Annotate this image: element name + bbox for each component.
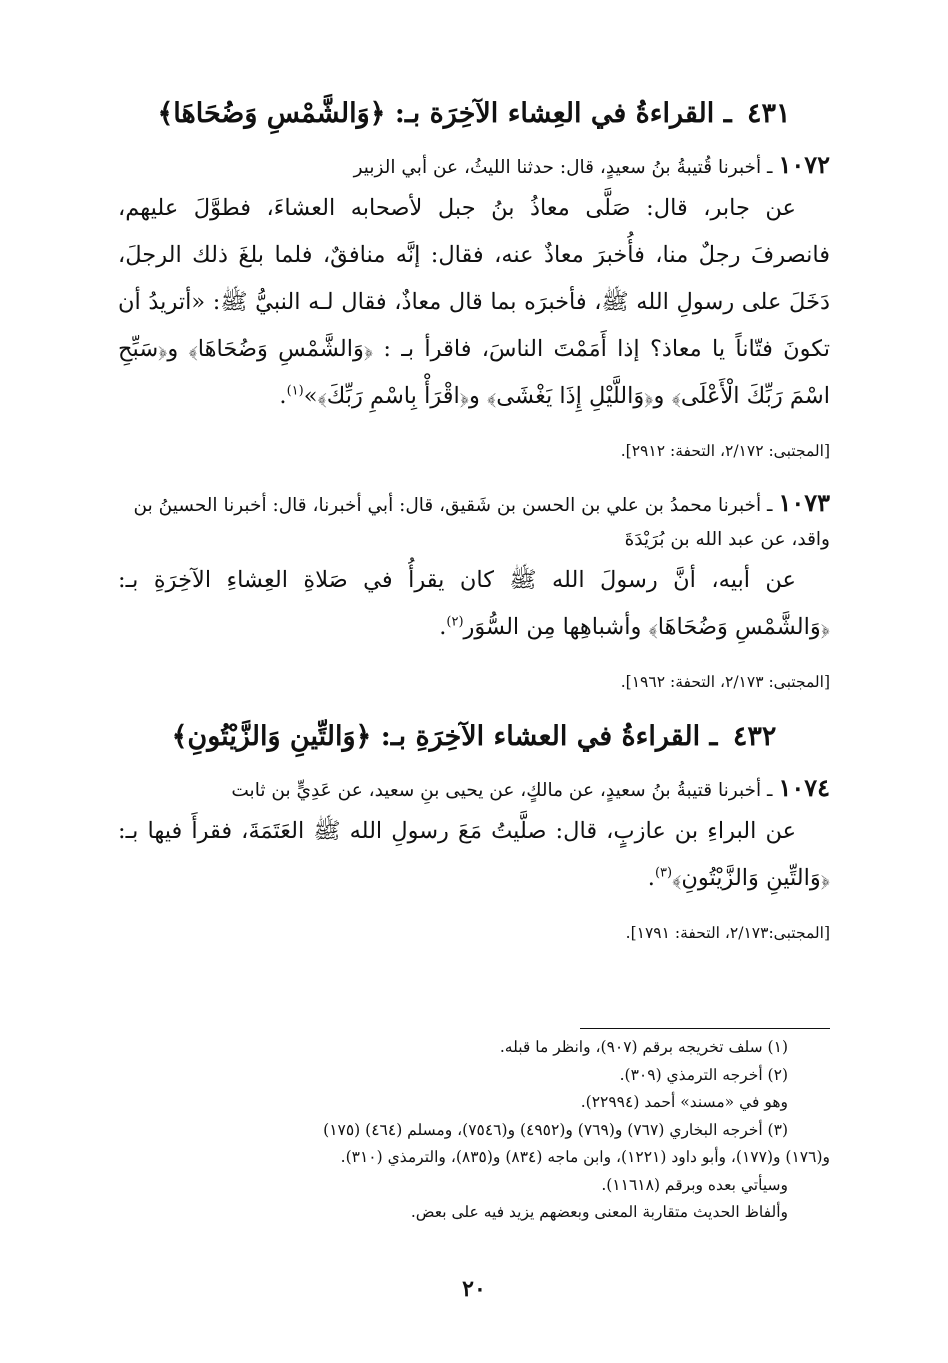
- footnote-divider: [580, 1028, 830, 1029]
- footnote-3-cont-3: وألفاظ الحديث متقاربة المعنى وبعضهم يزيد فيه على بعض.: [410, 1203, 788, 1221]
- matn-line: فانصرفَ رجلٌ منا، فأُخبرَ معاذٌ عنه، فقال: إنَّه منافقٌ، فلما بلغَ ذلك الرجلَ، دَخَلَ: [118, 242, 830, 315]
- sentence-end: .: [647, 865, 655, 891]
- isnad-text: ـ أخبرنا قُتيبةُ بنُ سعيدٍ، قال: حدثنا الليثُ، عن أبي الزبير: [353, 157, 773, 178]
- matn-line: عن جابر، قال: صَلَّى معاذُ بنُ جبل لأصحابه العشاءَ، فطوَّلَ عليهم،: [118, 195, 796, 221]
- hadith-isnad-1072: [118, 148, 830, 185]
- footnote-1: (١) سلف تخريجه برقم (٩٠٧)، وانظر ما قبله.: [499, 1038, 788, 1056]
- footnote-3: (٣) أخرجه البخاري (٧٦٧) و(٧٦٩) و(٤٩٥٢) و(٧٥٤٦)، ومسلم (٤٦٤) (١٧٥): [323, 1120, 788, 1139]
- section-number: ٤٣١: [747, 98, 791, 129]
- matn-line: ﴿وَالشَّمْسِ وَضُحَاهَا﴾ وأشباهِها مِن السُّوَر: [463, 614, 830, 640]
- page-number: ٢٠: [462, 1276, 486, 1302]
- footnote-marker[interactable]: (١): [286, 383, 304, 399]
- isnad-text: عَدِيٍّ بن ثابت: [231, 780, 332, 801]
- isnad-text: الحسينُ بن واقد، عن عبد الله بن بُرَيْدَةَ: [133, 495, 830, 550]
- sentence-end: .: [439, 614, 447, 640]
- hadith-matn-1072: [118, 185, 830, 420]
- sentence-end: .: [279, 383, 287, 409]
- hadith-number: ١٠٧٣: [778, 488, 830, 517]
- isnad-text: ـ أخبرنا قتيبةُ بنُ سعيدٍ، عن مالكٍ، عن يحيى بنِ سعيد، عن: [337, 780, 773, 801]
- hadith-matn-1073: [118, 557, 830, 651]
- footnote-2: (٢) أخرجه الترمذي (٣٠٩).: [619, 1065, 788, 1084]
- matn-line: عن البراءِ بن عازبٍ، قال: صلَّيتُ مَعَ رسولِ الله ﷺ العَتَمَةَ، فقرأَ: [191, 818, 796, 844]
- section-title: ـ القراءةُ في العِشاء الآخِرَة بـ: ﴿وَالشَّمْسِ وَضُحَاهَا﴾: [157, 98, 732, 129]
- matn-line: عن أبيه، أنَّ رسولَ الله ﷺ كان يقرأُ في صَلاةِ العِشاءِ الآخِرَةِ بـ:: [118, 567, 796, 593]
- footnote-marker[interactable]: (٣): [654, 865, 673, 881]
- matn-line: و﴿وَاللَّيْلِ إِذَا يَغْشَى﴾ و﴿اقْرَأْ بِاسْمِ رَبِّكَ﴾»: [303, 383, 665, 409]
- hadith-matn-1074: [118, 808, 830, 902]
- section-number: ٤٣٢: [732, 721, 777, 752]
- footnote-marker[interactable]: (٢): [446, 614, 464, 630]
- hadith-reference-1072: [المجتبى: ٢/١٧٢، التحفة: ٢٩١٢].: [620, 442, 830, 460]
- matn-line: على رسولِ الله ﷺ، فأخبرَه بما قال معاذٌ، فقال لـه النبيُّ ﷺ: «أتريدُ أن تكونَ: [118, 289, 830, 362]
- hadith-isnad-1074: [118, 771, 830, 808]
- hadith-reference-1074: [المجتبى:٢/١٧٣، التحفة: ١٧٩١].: [625, 924, 830, 942]
- hadith-number: ١٠٧٢: [778, 150, 830, 179]
- hadith-reference-1073: [المجتبى: ٢/١٧٣، التحفة: ١٩٦٢].: [620, 673, 830, 691]
- footnote-3-cont: و(١٧٦) و(١٧٧)، وأبو داود (١٢٢١)، وابن ماجه (٨٣٤) و(٨٣٥)، والترمذي (٣١٠).: [340, 1148, 830, 1166]
- hadith-isnad-1073: [118, 486, 830, 557]
- isnad-text: ـ أخبرنا محمدُ بن علي بن الحسن بن شَقيق، قال: أبي أخبرنا، قال: أخبرنا: [223, 495, 773, 516]
- section-heading-431: [118, 94, 830, 134]
- matn-line: فتّاناً يا معاذ؟ إذا أَمَمْتَ الناسَ، فاقرأ بـ : ﴿وَالشَّمْسِ وَضُحَاهَا﴾ و﴿سَبِّحِ اسْمَ رَبِّكَ الْأَعْلَى﴾: [118, 336, 830, 409]
- section-title: ـ القراءةُ في العشاء الآخِرَةِ بـ: ﴿وَالتِّينِ وَالزَّيْتُونِ﴾: [171, 721, 718, 752]
- footnote-2-cont: وهو في «مسند» أحمد (٢٢٩٩٤).: [580, 1093, 788, 1111]
- hadith-number: ١٠٧٤: [778, 773, 830, 802]
- footnote-3-cont-2: وسيأتي بعده وبرقم (١١٦١٨).: [601, 1175, 788, 1194]
- footnotes: [118, 1034, 830, 1227]
- section-heading-432: [118, 717, 830, 757]
- matn-line: فيها بـ: ﴿وَالتِّينِ وَالزَّيْتُونِ﴾: [118, 818, 830, 891]
